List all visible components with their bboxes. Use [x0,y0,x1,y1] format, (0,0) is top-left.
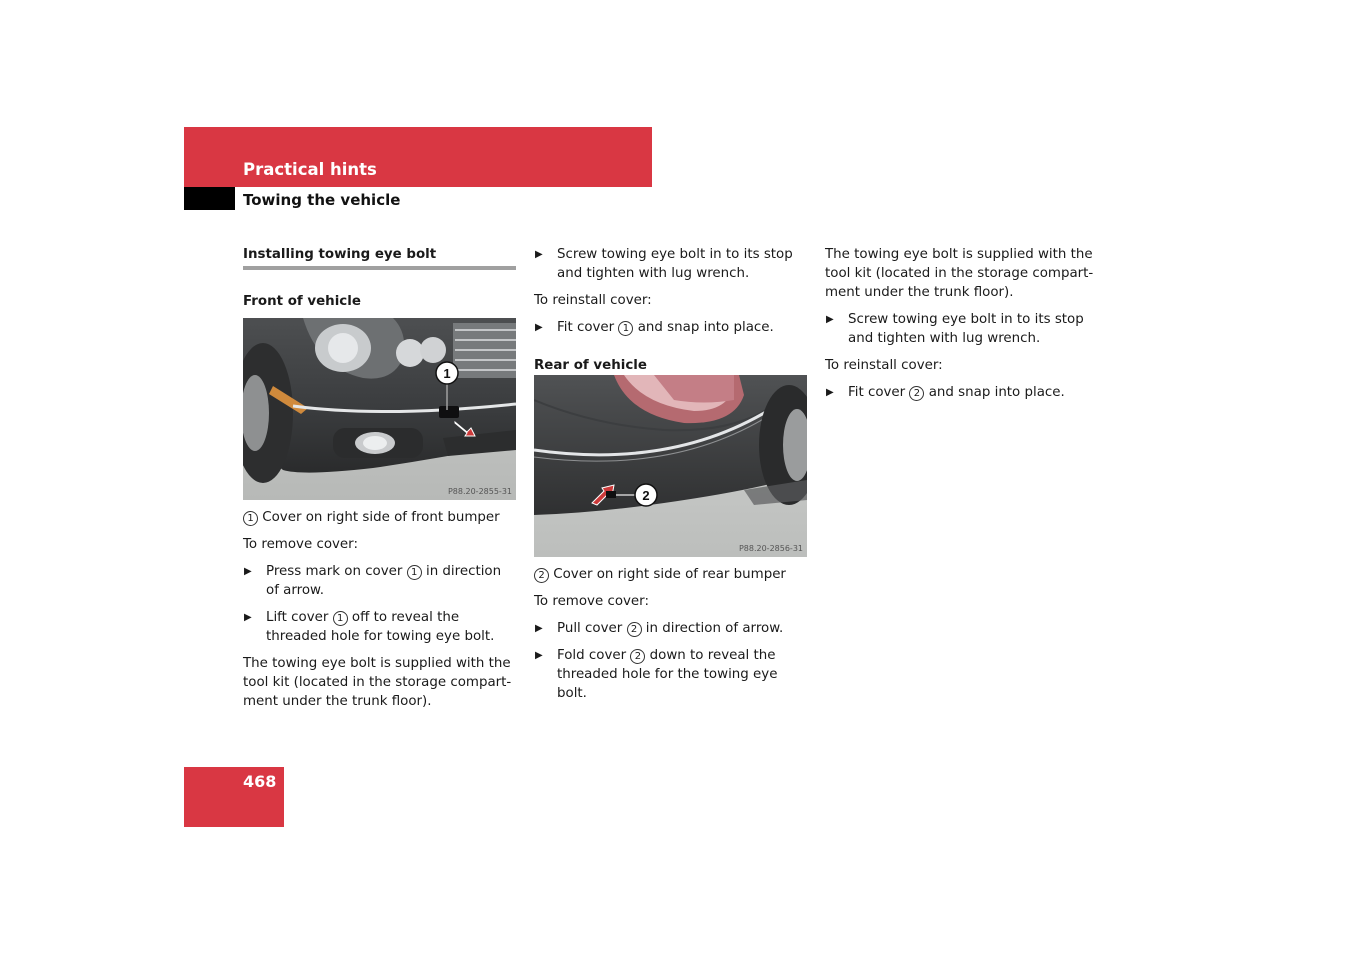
callout-1-icon: 1 [243,511,258,526]
reinstall-label: To reinstall cover: [825,358,943,373]
triangle-right-icon: ▶ [535,249,543,260]
page-title: Towing the vehicle [243,191,401,209]
figure-caption [243,508,516,527]
callout-1-icon: 1 [407,565,422,580]
step-pull-cover [534,619,807,638]
figure-caption [534,565,807,584]
callout-2-icon: 2 [630,649,645,664]
callout-2-icon: 2 [627,622,642,637]
triangle-right-icon: ▶ [535,650,543,661]
column-3 [825,245,1107,402]
triangle-right-icon: ▶ [826,314,834,325]
callout-2-icon: 2 [534,568,549,583]
step-fold-cover [534,646,807,703]
triangle-right-icon: ▶ [535,623,543,634]
remove-label: To remove cover: [534,594,649,609]
step-fit-cover [534,318,807,337]
step-press-mark [243,562,516,600]
step-text: Screw towing eye bolt in to its stop and tighten with lug wrench. [557,247,793,281]
step-text: Lift cover [266,610,329,625]
step-text: in direction of arrow. [645,621,784,636]
caption-text: Cover on right side of rear bumper [553,567,786,582]
step-text: and snap into place. [637,320,774,335]
step-text: Screw towing eye bolt in to its stop and tighten with lug wrench. [848,312,1084,346]
rear-bumper-image [534,375,807,557]
reinstall-label: To reinstall cover: [534,293,652,308]
figure-code: P88.20-2855-31 [447,487,512,496]
step-screw-bolt [825,310,1107,348]
triangle-right-icon: ▶ [535,322,543,333]
step-text: and snap into place. [928,385,1065,400]
step-text: in direction of arrow. [266,564,502,598]
front-callout-1: 1 [443,366,451,381]
front-bumper-figure [243,318,516,500]
step-text: down to reveal the threaded hole for the towing eye bolt. [557,648,778,701]
triangle-right-icon: ▶ [244,566,252,577]
tool-kit-note: The towing eye bolt is supplied with the tool kit (located in the storage compart-ment under the trunk floor). [825,247,1094,300]
step-lift-cover [243,608,516,646]
rear-callout-2: 2 [642,488,650,503]
figure-code: P88.20-2856-31 [738,544,803,553]
step-text: Fold cover [557,648,627,663]
step-text: off to reveal the threaded hole for towing eye bolt. [266,610,495,644]
section-marker [184,187,235,210]
tool-kit-note: The towing eye bolt is supplied with the tool kit (located in the storage compart-ment under the trunk floor). [243,656,512,709]
triangle-right-icon: ▶ [826,387,834,398]
callout-1-icon: 1 [618,321,633,336]
page-number: 468 [243,772,277,791]
step-text: Fit cover [848,385,906,400]
section-title: Practical hints [243,160,377,179]
section-heading: Installing towing eye bolt [243,245,516,270]
rear-heading: Rear of vehicle [534,358,647,373]
step-screw-bolt [534,245,807,283]
step-text: Pull cover [557,621,623,636]
front-bumper-image [243,318,516,500]
caption-text: Cover on right side of front bumper [262,510,500,525]
step-text: Press mark on cover [266,564,403,579]
rear-bumper-figure [534,375,807,557]
step-fit-cover [825,383,1107,402]
front-heading: Front of vehicle [243,294,361,309]
triangle-right-icon: ▶ [244,612,252,623]
callout-2-icon: 2 [909,386,924,401]
callout-1-icon: 1 [333,611,348,626]
column-2 [534,245,807,703]
step-text: Fit cover [557,320,615,335]
remove-label: To remove cover: [243,537,358,552]
column-1 [243,245,516,711]
